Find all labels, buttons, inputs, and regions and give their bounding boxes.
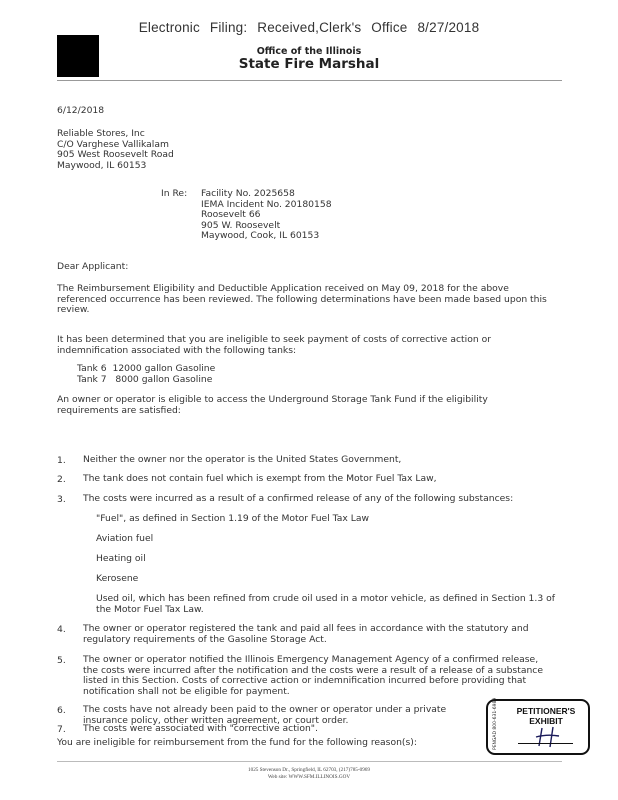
addressee-line: C/O Varghese Vallikalam	[57, 138, 169, 150]
stamp-vendor-text: PENGAD 800-631-6989	[493, 697, 498, 750]
requirement-number: 3.	[57, 494, 66, 505]
stamp-side-text	[492, 697, 502, 750]
stamp-title-line2: EXHIBIT	[529, 715, 563, 726]
tank-item: Tank 7 8000 gallon Gasoline	[77, 373, 213, 385]
footer-website: Web site: WWW.SFM.ILLINOIS.GOV	[267, 774, 351, 780]
paragraph-eligibility: An owner or operator is eligible to access the Underground Storage Tank Fund if the eligibility requirements are satisfied:	[57, 394, 488, 416]
stamp-signature-line	[518, 743, 573, 744]
closing-line: You are ineligible for reimbursement from the fund for the following reason(s):	[57, 737, 417, 748]
requirement-text: The owner or operator registered the tank and paid all fees in accordance with the statutory and regulatory requirements of the Gasoline Storage Act.	[83, 623, 529, 645]
requirement-text: The costs were associated with "corrective action".	[83, 723, 318, 734]
stamp-title-line1: PETITIONER'S	[516, 706, 576, 716]
tank-list	[77, 364, 215, 385]
re-line: 905 W. Roosevelt	[201, 219, 281, 231]
footer-divider	[57, 761, 562, 762]
substance-item: Aviation fuel	[96, 533, 154, 544]
requirement-number: 1.	[57, 455, 66, 466]
substance-item: Kerosene	[96, 573, 139, 584]
addressee-line: Reliable Stores, Inc	[57, 128, 145, 139]
addressee-block	[57, 129, 174, 171]
re-line: Roosevelt 66	[201, 209, 261, 221]
paragraph-review: The Reimbursement Eligibility and Deductible Application received on May 09, 2018 for the above referenced occurrence has been reviewed. The following determinations have been made based upon this review.	[57, 283, 547, 316]
re-label: In Re:	[161, 188, 188, 199]
tank-item: Tank 6 12000 gallon Gasoline	[77, 363, 216, 374]
requirement-text: Neither the owner nor the operator is the United States Government,	[83, 454, 402, 465]
requirement-text: The tank does not contain fuel which is exempt from the Motor Fuel Tax Law,	[83, 473, 437, 484]
filing-stamp: Electronic Filing: Received,Clerk's Office 8/27/2018	[138, 20, 480, 35]
exhibit-stamp	[486, 699, 590, 755]
requirement-number: 6.	[57, 705, 66, 716]
substance-item: "Fuel", as defined in Section 1.19 of the Motor Fuel Tax Law	[96, 513, 369, 524]
agency-line1: Office of the Illinois	[256, 46, 362, 57]
requirement-text: The owner or operator notified the Illinois Emergency Management Agency of a confirmed release, the costs were incurred after the notification and the costs were a result of a release of a substance listed in this Section. Costs of corrective action or indemnification incurred before providing that notification shall not be eligible for payment.	[83, 654, 543, 697]
requirement-text: The costs were incurred as a result of a confirmed release of any of the following substances:	[83, 493, 514, 504]
requirement-number: 4.	[57, 624, 66, 635]
addressee-line: 905 West Roosevelt Road	[57, 149, 174, 161]
re-line: IEMA Incident No. 20180158	[201, 198, 332, 210]
re-line: Maywood, Cook, IL 60153	[201, 230, 320, 242]
footer-address: 1025 Stevenson Dr., Springfield, IL 62703, (217)785-0969	[248, 767, 370, 773]
agency-title: State Fire Marshal	[238, 56, 380, 72]
requirement-number: 2.	[57, 474, 66, 485]
handwritten-exhibit-mark	[533, 725, 563, 749]
addressee-line: Maywood, IL 60153	[57, 159, 147, 171]
substance-item: Used oil, which has been refined from crude oil used in a motor vehicle, as defined in Section 1.3 of the Motor Fuel Tax Law.	[96, 593, 555, 615]
salutation: Dear Applicant:	[57, 261, 129, 272]
substance-item: Heating oil	[96, 553, 146, 564]
requirement-text: The costs have not already been paid to the owner or operator under a private insurance policy, other written agreement, or court order.	[83, 704, 447, 726]
requirement-number: 5.	[57, 655, 66, 666]
re-block	[201, 189, 332, 242]
requirement-number: 7.	[57, 724, 66, 735]
letter-date: 6/12/2018	[57, 105, 105, 116]
header-divider	[57, 80, 562, 81]
paragraph-ineligible: It has been determined that you are ineligible to seek payment of costs of corrective action or indemnification associated with the following tanks:	[57, 334, 491, 356]
stamp-title	[505, 707, 587, 726]
re-line: Facility No. 2025658	[201, 188, 295, 199]
